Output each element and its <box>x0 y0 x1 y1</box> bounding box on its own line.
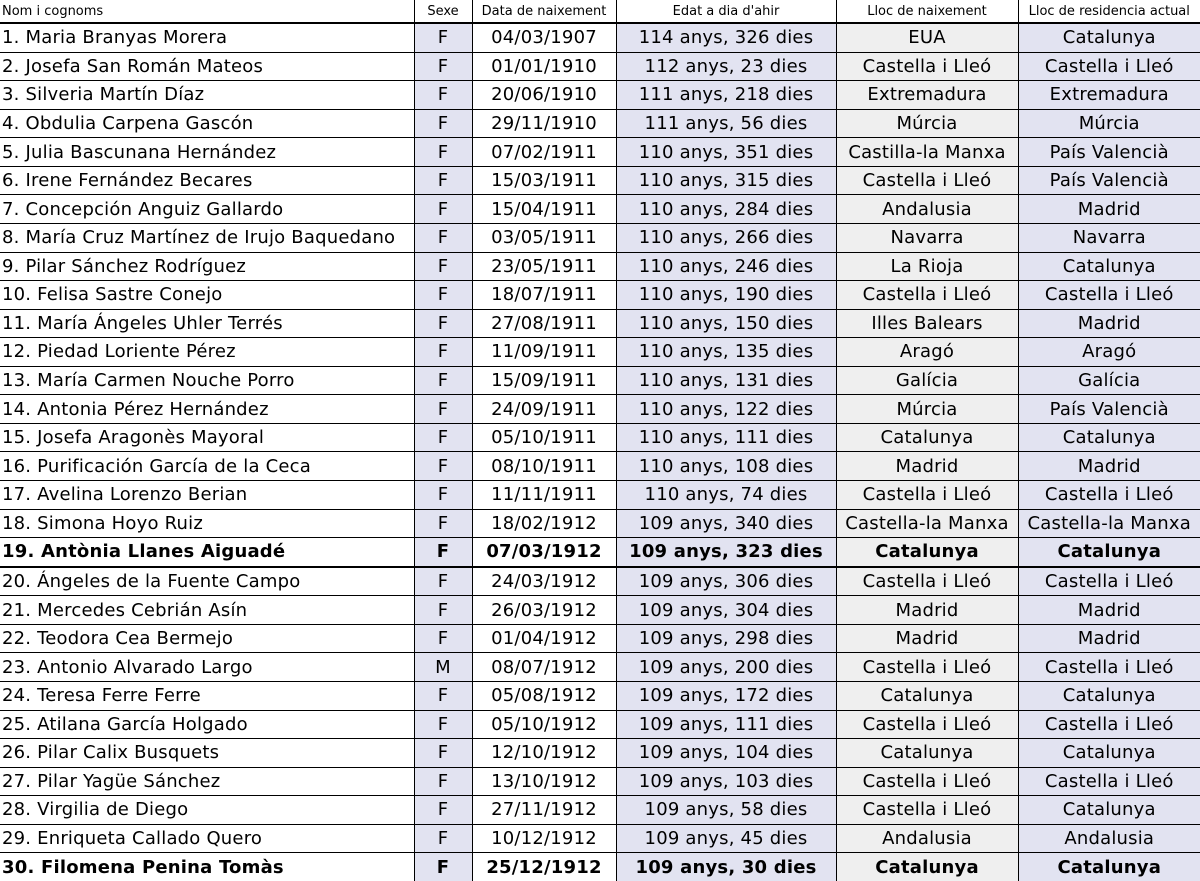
age-cell: 111 anys, 56 dies <box>616 109 836 138</box>
birthplace-cell: La Rioja <box>836 252 1018 281</box>
table-row <box>0 52 1200 81</box>
sex-cell: F <box>414 366 472 395</box>
age-cell: 110 anys, 108 dies <box>616 452 836 481</box>
table-header <box>0 0 1200 23</box>
birthplace-cell: Castella-la Manxa <box>836 509 1018 538</box>
table-row <box>0 395 1200 424</box>
name-cell: 26. Pilar Calix Busquets <box>0 739 414 768</box>
table-row <box>0 138 1200 167</box>
birthplace-cell: Madrid <box>836 452 1018 481</box>
name-cell: 25. Atilana García Holgado <box>0 710 414 739</box>
birthplace-cell: Castella i Lleó <box>836 567 1018 596</box>
age-cell: 109 anys, 200 dies <box>616 653 836 682</box>
sex-cell: F <box>414 23 472 52</box>
residence-cell: Castella i Lleó <box>1018 710 1200 739</box>
name-cell: 16. Purificación García de la Ceca <box>0 452 414 481</box>
sex-cell: F <box>414 338 472 367</box>
age-cell: 109 anys, 45 dies <box>616 824 836 853</box>
table-row <box>0 166 1200 195</box>
table-row <box>0 252 1200 281</box>
birth-date-cell: 03/05/1911 <box>472 223 616 252</box>
column-header-birthplace: Lloc de naixement <box>836 0 1018 23</box>
residence-cell: Catalunya <box>1018 796 1200 825</box>
age-cell: 109 anys, 58 dies <box>616 796 836 825</box>
residence-cell: Catalunya <box>1018 681 1200 710</box>
birthplace-cell: Andalusia <box>836 195 1018 224</box>
residence-cell: Castella i Lleó <box>1018 567 1200 596</box>
residence-cell: Castella-la Manxa <box>1018 509 1200 538</box>
column-header-sex: Sexe <box>414 0 472 23</box>
birthplace-cell: Castella i Lleó <box>836 710 1018 739</box>
residence-cell: Madrid <box>1018 195 1200 224</box>
table-row <box>0 824 1200 853</box>
birth-date-cell: 07/03/1912 <box>472 538 616 567</box>
name-cell: 8. María Cruz Martínez de Irujo Baquedano <box>0 223 414 252</box>
birth-date-cell: 05/10/1912 <box>472 710 616 739</box>
birthplace-cell: Madrid <box>836 596 1018 625</box>
table-row <box>0 23 1200 52</box>
residence-cell: Madrid <box>1018 624 1200 653</box>
residence-cell: Catalunya <box>1018 23 1200 52</box>
birthplace-cell: Catalunya <box>836 681 1018 710</box>
residence-cell: País Valencià <box>1018 138 1200 167</box>
birthplace-cell: Castella i Lleó <box>836 166 1018 195</box>
birth-date-cell: 08/07/1912 <box>472 653 616 682</box>
name-cell: 28. Virgilia de Diego <box>0 796 414 825</box>
birth-date-cell: 18/07/1911 <box>472 281 616 310</box>
age-cell: 110 anys, 266 dies <box>616 223 836 252</box>
birthplace-cell: Castella i Lleó <box>836 653 1018 682</box>
birth-date-cell: 29/11/1910 <box>472 109 616 138</box>
sex-cell: F <box>414 509 472 538</box>
sex-cell: F <box>414 567 472 596</box>
name-cell: 20. Ángeles de la Fuente Campo <box>0 567 414 596</box>
birth-date-cell: 25/12/1912 <box>472 853 616 881</box>
sex-cell: F <box>414 252 472 281</box>
age-cell: 110 anys, 111 dies <box>616 423 836 452</box>
sex-cell: M <box>414 653 472 682</box>
birthplace-cell: Catalunya <box>836 538 1018 567</box>
birthplace-cell: EUA <box>836 23 1018 52</box>
birth-date-cell: 11/09/1911 <box>472 338 616 367</box>
residence-cell: Madrid <box>1018 596 1200 625</box>
name-cell: 13. María Carmen Nouche Porro <box>0 366 414 395</box>
birth-date-cell: 05/08/1912 <box>472 681 616 710</box>
birth-date-cell: 27/08/1911 <box>472 309 616 338</box>
birth-date-cell: 11/11/1911 <box>472 481 616 510</box>
table-row <box>0 853 1200 881</box>
sex-cell: F <box>414 767 472 796</box>
name-cell: 3. Silveria Martín Díaz <box>0 81 414 110</box>
table-row <box>0 309 1200 338</box>
sex-cell: F <box>414 281 472 310</box>
table-row <box>0 452 1200 481</box>
sex-cell: F <box>414 481 472 510</box>
name-cell: 18. Simona Hoyo Ruiz <box>0 509 414 538</box>
residence-cell: Catalunya <box>1018 853 1200 881</box>
name-cell: 19. Antònia Llanes Aiguadé <box>0 538 414 567</box>
name-cell: 1. Maria Branyas Morera <box>0 23 414 52</box>
age-cell: 111 anys, 218 dies <box>616 81 836 110</box>
sex-cell: F <box>414 853 472 881</box>
name-cell: 21. Mercedes Cebrián Asín <box>0 596 414 625</box>
birth-date-cell: 10/12/1912 <box>472 824 616 853</box>
birth-date-cell: 26/03/1912 <box>472 596 616 625</box>
name-cell: 9. Pilar Sánchez Rodríguez <box>0 252 414 281</box>
birthplace-cell: Catalunya <box>836 739 1018 768</box>
name-cell: 4. Obdulia Carpena Gascón <box>0 109 414 138</box>
residence-cell: País Valencià <box>1018 395 1200 424</box>
birth-date-cell: 27/11/1912 <box>472 796 616 825</box>
name-cell: 14. Antonia Pérez Hernández <box>0 395 414 424</box>
age-cell: 110 anys, 190 dies <box>616 281 836 310</box>
birthplace-cell: Castella i Lleó <box>836 767 1018 796</box>
table-row <box>0 81 1200 110</box>
age-cell: 109 anys, 30 dies <box>616 853 836 881</box>
birthplace-cell: Madrid <box>836 624 1018 653</box>
birth-date-cell: 01/04/1912 <box>472 624 616 653</box>
sex-cell: F <box>414 223 472 252</box>
age-cell: 109 anys, 304 dies <box>616 596 836 625</box>
residence-cell: Galícia <box>1018 366 1200 395</box>
table-row <box>0 223 1200 252</box>
residence-cell: Catalunya <box>1018 423 1200 452</box>
name-cell: 22. Teodora Cea Bermejo <box>0 624 414 653</box>
sex-cell: F <box>414 166 472 195</box>
birthplace-cell: Extremadura <box>836 81 1018 110</box>
age-cell: 109 anys, 306 dies <box>616 567 836 596</box>
sex-cell: F <box>414 195 472 224</box>
table-row <box>0 739 1200 768</box>
residence-cell: Catalunya <box>1018 538 1200 567</box>
age-cell: 114 anys, 326 dies <box>616 23 836 52</box>
name-cell: 5. Julia Bascunana Hernández <box>0 138 414 167</box>
residence-cell: Castella i Lleó <box>1018 767 1200 796</box>
sex-cell: F <box>414 309 472 338</box>
age-cell: 112 anys, 23 dies <box>616 52 836 81</box>
age-cell: 110 anys, 315 dies <box>616 166 836 195</box>
residence-cell: Extremadura <box>1018 81 1200 110</box>
residence-cell: Castella i Lleó <box>1018 52 1200 81</box>
birthplace-cell: Castella i Lleó <box>836 481 1018 510</box>
age-cell: 110 anys, 122 dies <box>616 395 836 424</box>
table-row <box>0 109 1200 138</box>
sex-cell: F <box>414 710 472 739</box>
residence-cell: Madrid <box>1018 452 1200 481</box>
table-row <box>0 767 1200 796</box>
table-row <box>0 338 1200 367</box>
sex-cell: F <box>414 681 472 710</box>
sex-cell: F <box>414 824 472 853</box>
birth-date-cell: 20/06/1910 <box>472 81 616 110</box>
birth-date-cell: 24/09/1911 <box>472 395 616 424</box>
age-cell: 109 anys, 111 dies <box>616 710 836 739</box>
sex-cell: F <box>414 138 472 167</box>
residence-cell: Aragó <box>1018 338 1200 367</box>
birth-date-cell: 01/01/1910 <box>472 52 616 81</box>
sex-cell: F <box>414 81 472 110</box>
birth-date-cell: 13/10/1912 <box>472 767 616 796</box>
birthplace-cell: Galícia <box>836 366 1018 395</box>
age-cell: 110 anys, 284 dies <box>616 195 836 224</box>
name-cell: 23. Antonio Alvarado Largo <box>0 653 414 682</box>
birthplace-cell: Catalunya <box>836 423 1018 452</box>
age-cell: 110 anys, 131 dies <box>616 366 836 395</box>
table-row <box>0 710 1200 739</box>
age-cell: 110 anys, 135 dies <box>616 338 836 367</box>
table-row <box>0 681 1200 710</box>
name-cell: 2. Josefa San Román Mateos <box>0 52 414 81</box>
table-row <box>0 509 1200 538</box>
birth-date-cell: 15/09/1911 <box>472 366 616 395</box>
birthplace-cell: Castella i Lleó <box>836 281 1018 310</box>
birthplace-cell: Navarra <box>836 223 1018 252</box>
birth-date-cell: 07/02/1911 <box>472 138 616 167</box>
name-cell: 10. Felisa Sastre Conejo <box>0 281 414 310</box>
age-cell: 109 anys, 323 dies <box>616 538 836 567</box>
birthplace-cell: Castella i Lleó <box>836 52 1018 81</box>
sex-cell: F <box>414 796 472 825</box>
birth-date-cell: 05/10/1911 <box>472 423 616 452</box>
age-cell: 110 anys, 150 dies <box>616 309 836 338</box>
age-cell: 109 anys, 103 dies <box>616 767 836 796</box>
table-row <box>0 796 1200 825</box>
sex-cell: F <box>414 423 472 452</box>
birth-date-cell: 15/03/1911 <box>472 166 616 195</box>
age-cell: 109 anys, 340 dies <box>616 509 836 538</box>
table-row <box>0 281 1200 310</box>
age-cell: 109 anys, 172 dies <box>616 681 836 710</box>
birth-date-cell: 08/10/1911 <box>472 452 616 481</box>
residence-cell: Catalunya <box>1018 739 1200 768</box>
table-row <box>0 195 1200 224</box>
name-cell: 7. Concepción Anguiz Gallardo <box>0 195 414 224</box>
name-cell: 27. Pilar Yagüe Sánchez <box>0 767 414 796</box>
birth-date-cell: 24/03/1912 <box>472 567 616 596</box>
age-cell: 110 anys, 351 dies <box>616 138 836 167</box>
residence-cell: Navarra <box>1018 223 1200 252</box>
name-cell: 12. Piedad Loriente Pérez <box>0 338 414 367</box>
table-row <box>0 567 1200 596</box>
name-cell: 17. Avelina Lorenzo Berian <box>0 481 414 510</box>
sex-cell: F <box>414 596 472 625</box>
sex-cell: F <box>414 739 472 768</box>
sex-cell: F <box>414 538 472 567</box>
table-row <box>0 596 1200 625</box>
table-row <box>0 624 1200 653</box>
table-row <box>0 653 1200 682</box>
residence-cell: Catalunya <box>1018 252 1200 281</box>
table-body <box>0 23 1200 881</box>
header-row <box>0 0 1200 23</box>
age-cell: 110 anys, 246 dies <box>616 252 836 281</box>
residence-cell: Castella i Lleó <box>1018 281 1200 310</box>
table-row <box>0 423 1200 452</box>
name-cell: 6. Irene Fernández Becares <box>0 166 414 195</box>
name-cell: 15. Josefa Aragonès Mayoral <box>0 423 414 452</box>
column-header-age: Edat a dia d'ahir <box>616 0 836 23</box>
birth-date-cell: 15/04/1911 <box>472 195 616 224</box>
name-cell: 24. Teresa Ferre Ferre <box>0 681 414 710</box>
birthplace-cell: Múrcia <box>836 395 1018 424</box>
birth-date-cell: 12/10/1912 <box>472 739 616 768</box>
name-cell: 11. María Ángeles Uhler Terrés <box>0 309 414 338</box>
residence-cell: Castella i Lleó <box>1018 481 1200 510</box>
sex-cell: F <box>414 109 472 138</box>
birthplace-cell: Múrcia <box>836 109 1018 138</box>
residence-cell: Castella i Lleó <box>1018 653 1200 682</box>
name-cell: 29. Enriqueta Callado Quero <box>0 824 414 853</box>
column-header-residence: Lloc de residencia actual <box>1018 0 1200 23</box>
age-cell: 109 anys, 298 dies <box>616 624 836 653</box>
birthplace-cell: Illes Balears <box>836 309 1018 338</box>
residence-cell: País Valencià <box>1018 166 1200 195</box>
birth-date-cell: 18/02/1912 <box>472 509 616 538</box>
birth-date-cell: 23/05/1911 <box>472 252 616 281</box>
birth-date-cell: 04/03/1907 <box>472 23 616 52</box>
residence-cell: Andalusia <box>1018 824 1200 853</box>
sex-cell: F <box>414 452 472 481</box>
age-cell: 109 anys, 104 dies <box>616 739 836 768</box>
sex-cell: F <box>414 52 472 81</box>
name-cell: 30. Filomena Penina Tomàs <box>0 853 414 881</box>
table-row <box>0 366 1200 395</box>
column-header-name: Nom i cognoms <box>0 0 414 23</box>
residence-cell: Múrcia <box>1018 109 1200 138</box>
sex-cell: F <box>414 395 472 424</box>
table-row <box>0 481 1200 510</box>
residence-cell: Madrid <box>1018 309 1200 338</box>
column-header-birth-date: Data de naixement <box>472 0 616 23</box>
age-cell: 110 anys, 74 dies <box>616 481 836 510</box>
birthplace-cell: Andalusia <box>836 824 1018 853</box>
birthplace-cell: Aragó <box>836 338 1018 367</box>
birthplace-cell: Catalunya <box>836 853 1018 881</box>
table-row <box>0 538 1200 567</box>
birthplace-cell: Castilla-la Manxa <box>836 138 1018 167</box>
sex-cell: F <box>414 624 472 653</box>
birthplace-cell: Castella i Lleó <box>836 796 1018 825</box>
